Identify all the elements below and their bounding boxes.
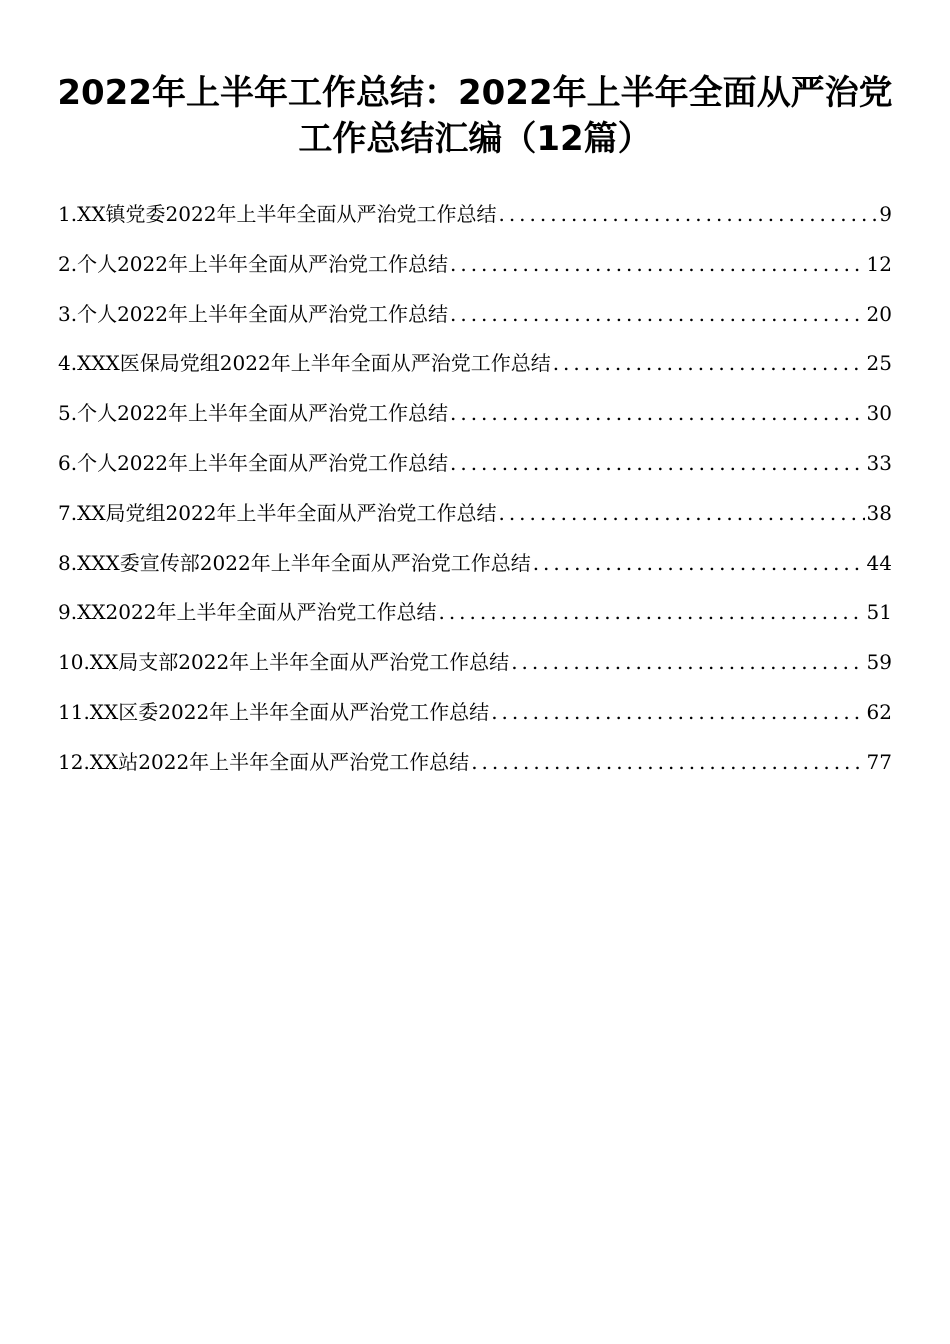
dot-leader <box>533 539 865 589</box>
toc-page-number: 20 <box>866 301 892 326</box>
toc-entry-9[interactable] <box>58 588 892 638</box>
table-of-contents <box>58 190 892 788</box>
toc-entry-label: 2.个人2022年上半年全面从严治党工作总结 <box>58 251 448 276</box>
dot-leader <box>491 688 864 738</box>
toc-page-number: 30 <box>866 401 892 426</box>
title-line-1: 2022年上半年工作总结：2022年上半年全面从严治党 <box>57 73 893 113</box>
title-line-2: 工作总结汇编（12篇） <box>298 119 652 159</box>
toc-page-number: 38 <box>866 500 892 525</box>
toc-page-number: 33 <box>866 450 892 475</box>
toc-entry-3[interactable] <box>58 290 892 340</box>
toc-entry-12[interactable] <box>58 738 892 788</box>
toc-page-number: 25 <box>866 351 892 376</box>
toc-page-number: 44 <box>866 550 892 575</box>
toc-entry-label: 7.XX局党组2022年上半年全面从严治党工作总结 <box>58 500 497 525</box>
toc-entry-label: 3.个人2022年上半年全面从严治党工作总结 <box>58 301 448 326</box>
toc-entry-label: 9.XX2022年上半年全面从严治党工作总结 <box>58 600 437 625</box>
toc-entry-1[interactable] <box>58 190 892 240</box>
toc-page-number: 51 <box>866 600 892 625</box>
toc-entry-11[interactable] <box>58 688 892 738</box>
toc-entry-10[interactable] <box>58 638 892 688</box>
toc-page-number: 77 <box>866 749 892 774</box>
dot-leader <box>450 389 865 439</box>
toc-entry-5[interactable] <box>58 389 892 439</box>
toc-page-number: 12 <box>866 251 892 276</box>
toc-entry-7[interactable] <box>58 489 892 539</box>
dot-leader <box>450 290 865 340</box>
toc-entry-label: 6.个人2022年上半年全面从严治党工作总结 <box>58 450 448 475</box>
toc-page-number: 9 <box>879 202 892 226</box>
toc-entry-label: 10.XX局支部2022年上半年全面从严治党工作总结 <box>58 650 510 675</box>
toc-entry-label: 11.XX区委2022年上半年全面从严治党工作总结 <box>58 699 490 724</box>
dot-leader <box>498 489 864 539</box>
toc-page-number: 59 <box>866 650 892 675</box>
toc-entry-2[interactable] <box>58 240 892 290</box>
dot-leader <box>553 339 865 389</box>
dot-leader <box>438 588 864 638</box>
dot-leader <box>471 738 864 788</box>
dot-leader <box>511 638 864 688</box>
document-title <box>40 70 910 162</box>
dot-leader <box>450 439 865 489</box>
dot-leader <box>450 240 865 290</box>
toc-entry-4[interactable] <box>58 339 892 389</box>
toc-entry-label: 5.个人2022年上半年全面从严治党工作总结 <box>58 401 448 426</box>
toc-page-number: 62 <box>866 699 892 724</box>
toc-entry-label: 1.XX镇党委2022年上半年全面从严治党工作总结 <box>58 202 497 226</box>
toc-entry-6[interactable] <box>58 439 892 489</box>
toc-entry-label: 4.XXX医保局党组2022年上半年全面从严治党工作总结 <box>58 351 551 376</box>
dot-leader <box>498 190 877 240</box>
toc-entry-8[interactable] <box>58 539 892 589</box>
toc-entry-label: 8.XXX委宣传部2022年上半年全面从严治党工作总结 <box>58 550 531 575</box>
toc-entry-label: 12.XX站2022年上半年全面从严治党工作总结 <box>58 749 470 774</box>
